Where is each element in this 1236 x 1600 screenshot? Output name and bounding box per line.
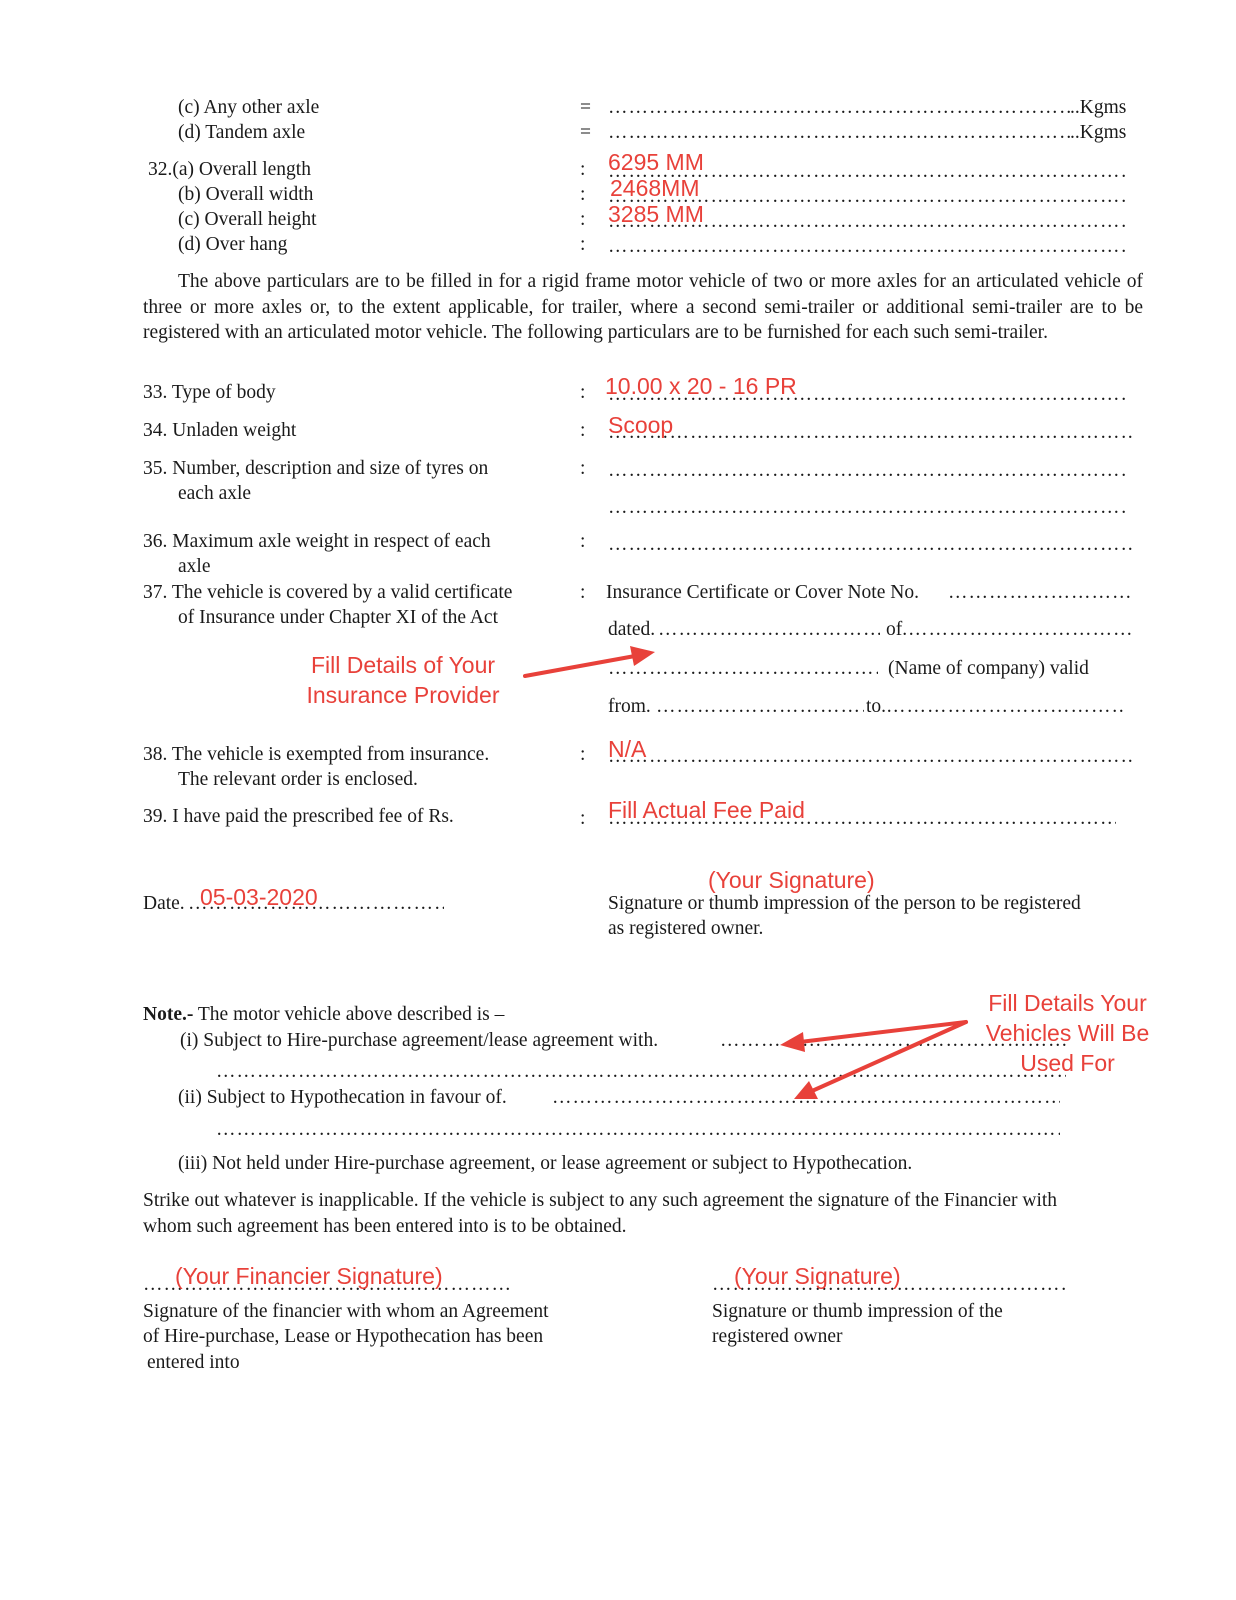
note-intro-text: The motor vehicle above described is –	[193, 1004, 505, 1025]
financier-signature-line2: of Hire-purchase, Lease or Hypothecation has been	[143, 1326, 544, 1347]
axle-c-sep: =	[580, 97, 591, 118]
unladen-weight-label: 34. Unladen weight	[143, 420, 297, 441]
exempted-label-line1: 38. The vehicle is exempted from insurance.	[143, 744, 490, 765]
axle-d-label: (d) Tandem axle	[178, 122, 306, 143]
insurance-arrow	[525, 646, 655, 676]
insurance-label-line1: 37. The vehicle is covered by a valid certificate	[143, 582, 513, 603]
fee-label: 39. I have paid the prescribed fee of Rs.	[143, 806, 454, 827]
name-of-company-text: (Name of company) valid	[888, 658, 1089, 679]
valid-to-label: to.	[866, 696, 887, 717]
financier-signature-annotation: (Your Financier Signature)	[175, 1263, 443, 1289]
hire-purchase-label: (i) Subject to Hire-purchase agreement/lease agreement with.	[180, 1030, 659, 1051]
valid-from-label: from.	[608, 696, 651, 717]
type-of-body-label: 33. Type of body	[143, 382, 276, 403]
overall-width-label: (b) Overall width	[178, 184, 314, 205]
owner-signature2-annotation: (Your Signature)	[734, 1263, 901, 1289]
insurance-cert-text: Insurance Certificate or Cover Note No.	[606, 582, 919, 603]
strike-out-text: Strike out whatever is inapplicable. If the vehicle is subject to any such agreement the signature of the Financier with whom such agreement has been entered into is to be obtained.	[143, 1190, 1058, 1237]
overall-length-label: 32.(a) Overall length	[148, 159, 311, 180]
colon: :	[580, 531, 586, 552]
unladen-weight-value: Scoop	[608, 412, 674, 438]
hire-purchase-arrow	[780, 1022, 966, 1052]
dated-label: dated.	[608, 619, 656, 640]
hypothecation-label: (ii) Subject to Hypothecation in favour of.	[178, 1087, 507, 1108]
owner-signature-line2: as registered owner.	[608, 918, 764, 939]
colon: :	[580, 209, 586, 230]
particulars-paragraph: The above particulars are to be filled in for a rigid frame motor vehicle of two or more axles for an articulated vehicle of three or more axles or, to the extent applicable, for trailer, where a second semi-trailer or additional semi-trailer are to be registered with an articulated motor vehicle. The following particulars are to be furnished for each such semi-trailer.	[143, 271, 1143, 343]
date-value: 05-03-2020	[200, 884, 318, 910]
overall-height-value: 3285 MM	[608, 201, 704, 227]
axle-d-sep: =	[580, 122, 591, 143]
overall-width-value: 2468MM	[610, 175, 700, 201]
overall-length-value: 6295 MM	[608, 149, 704, 175]
overall-height-label: (c) Overall height	[178, 209, 317, 230]
colon: :	[580, 234, 586, 255]
colon: :	[580, 184, 586, 205]
colon: :	[580, 808, 586, 829]
exempted-label-line2: The relevant order is enclosed.	[178, 769, 418, 790]
colon: :	[580, 382, 586, 403]
max-axle-label-line2: axle	[178, 556, 211, 577]
type-of-body-value: 10.00 x 20 - 16 PR	[605, 373, 797, 399]
financier-signature-line3: entered into	[147, 1352, 240, 1373]
note-heading: Note.-	[143, 1004, 194, 1025]
colon: :	[580, 420, 586, 441]
financier-signature-line1: Signature of the financier with whom an Agreement	[143, 1301, 549, 1322]
axle-c-label: (c) Any other axle	[178, 97, 320, 118]
not-held-text: (iii) Not held under Hire-purchase agreement, or lease agreement or subject to Hypothecation.	[178, 1153, 913, 1174]
owner-signature-annotation: (Your Signature)	[708, 867, 875, 893]
colon: :	[580, 159, 586, 180]
owner-signature2-line1: Signature or thumb impression of the	[712, 1301, 1003, 1322]
of-label: of.	[886, 619, 908, 640]
over-hang-label: (d) Over hang	[178, 234, 288, 255]
tyres-label-line2: each axle	[178, 483, 252, 504]
axle-c-unit: ..Kgms	[1070, 97, 1127, 118]
insurance-provider-note: Fill Details of Your Insurance Provider	[306, 652, 500, 708]
colon: :	[580, 458, 586, 479]
axle-d-unit: ..Kgms	[1070, 122, 1127, 143]
owner-signature2-line2: registered owner	[712, 1326, 843, 1347]
date-label: Date.	[143, 893, 185, 914]
fee-value: Fill Actual Fee Paid	[608, 797, 805, 823]
tyres-label-line1: 35. Number, description and size of tyres on	[143, 458, 489, 479]
vehicle-usage-note: Fill Details Your Vehicles Will Be Used For	[985, 990, 1150, 1076]
owner-signature-line1: Signature or thumb impression of the person to be registered	[608, 893, 1081, 914]
colon: :	[580, 744, 586, 765]
colon: :	[580, 582, 586, 603]
insurance-label-line2: of Insurance under Chapter XI of the Act	[178, 607, 499, 628]
max-axle-label-line1: 36. Maximum axle weight in respect of each	[143, 531, 491, 552]
exempted-value: N/A	[608, 736, 647, 762]
